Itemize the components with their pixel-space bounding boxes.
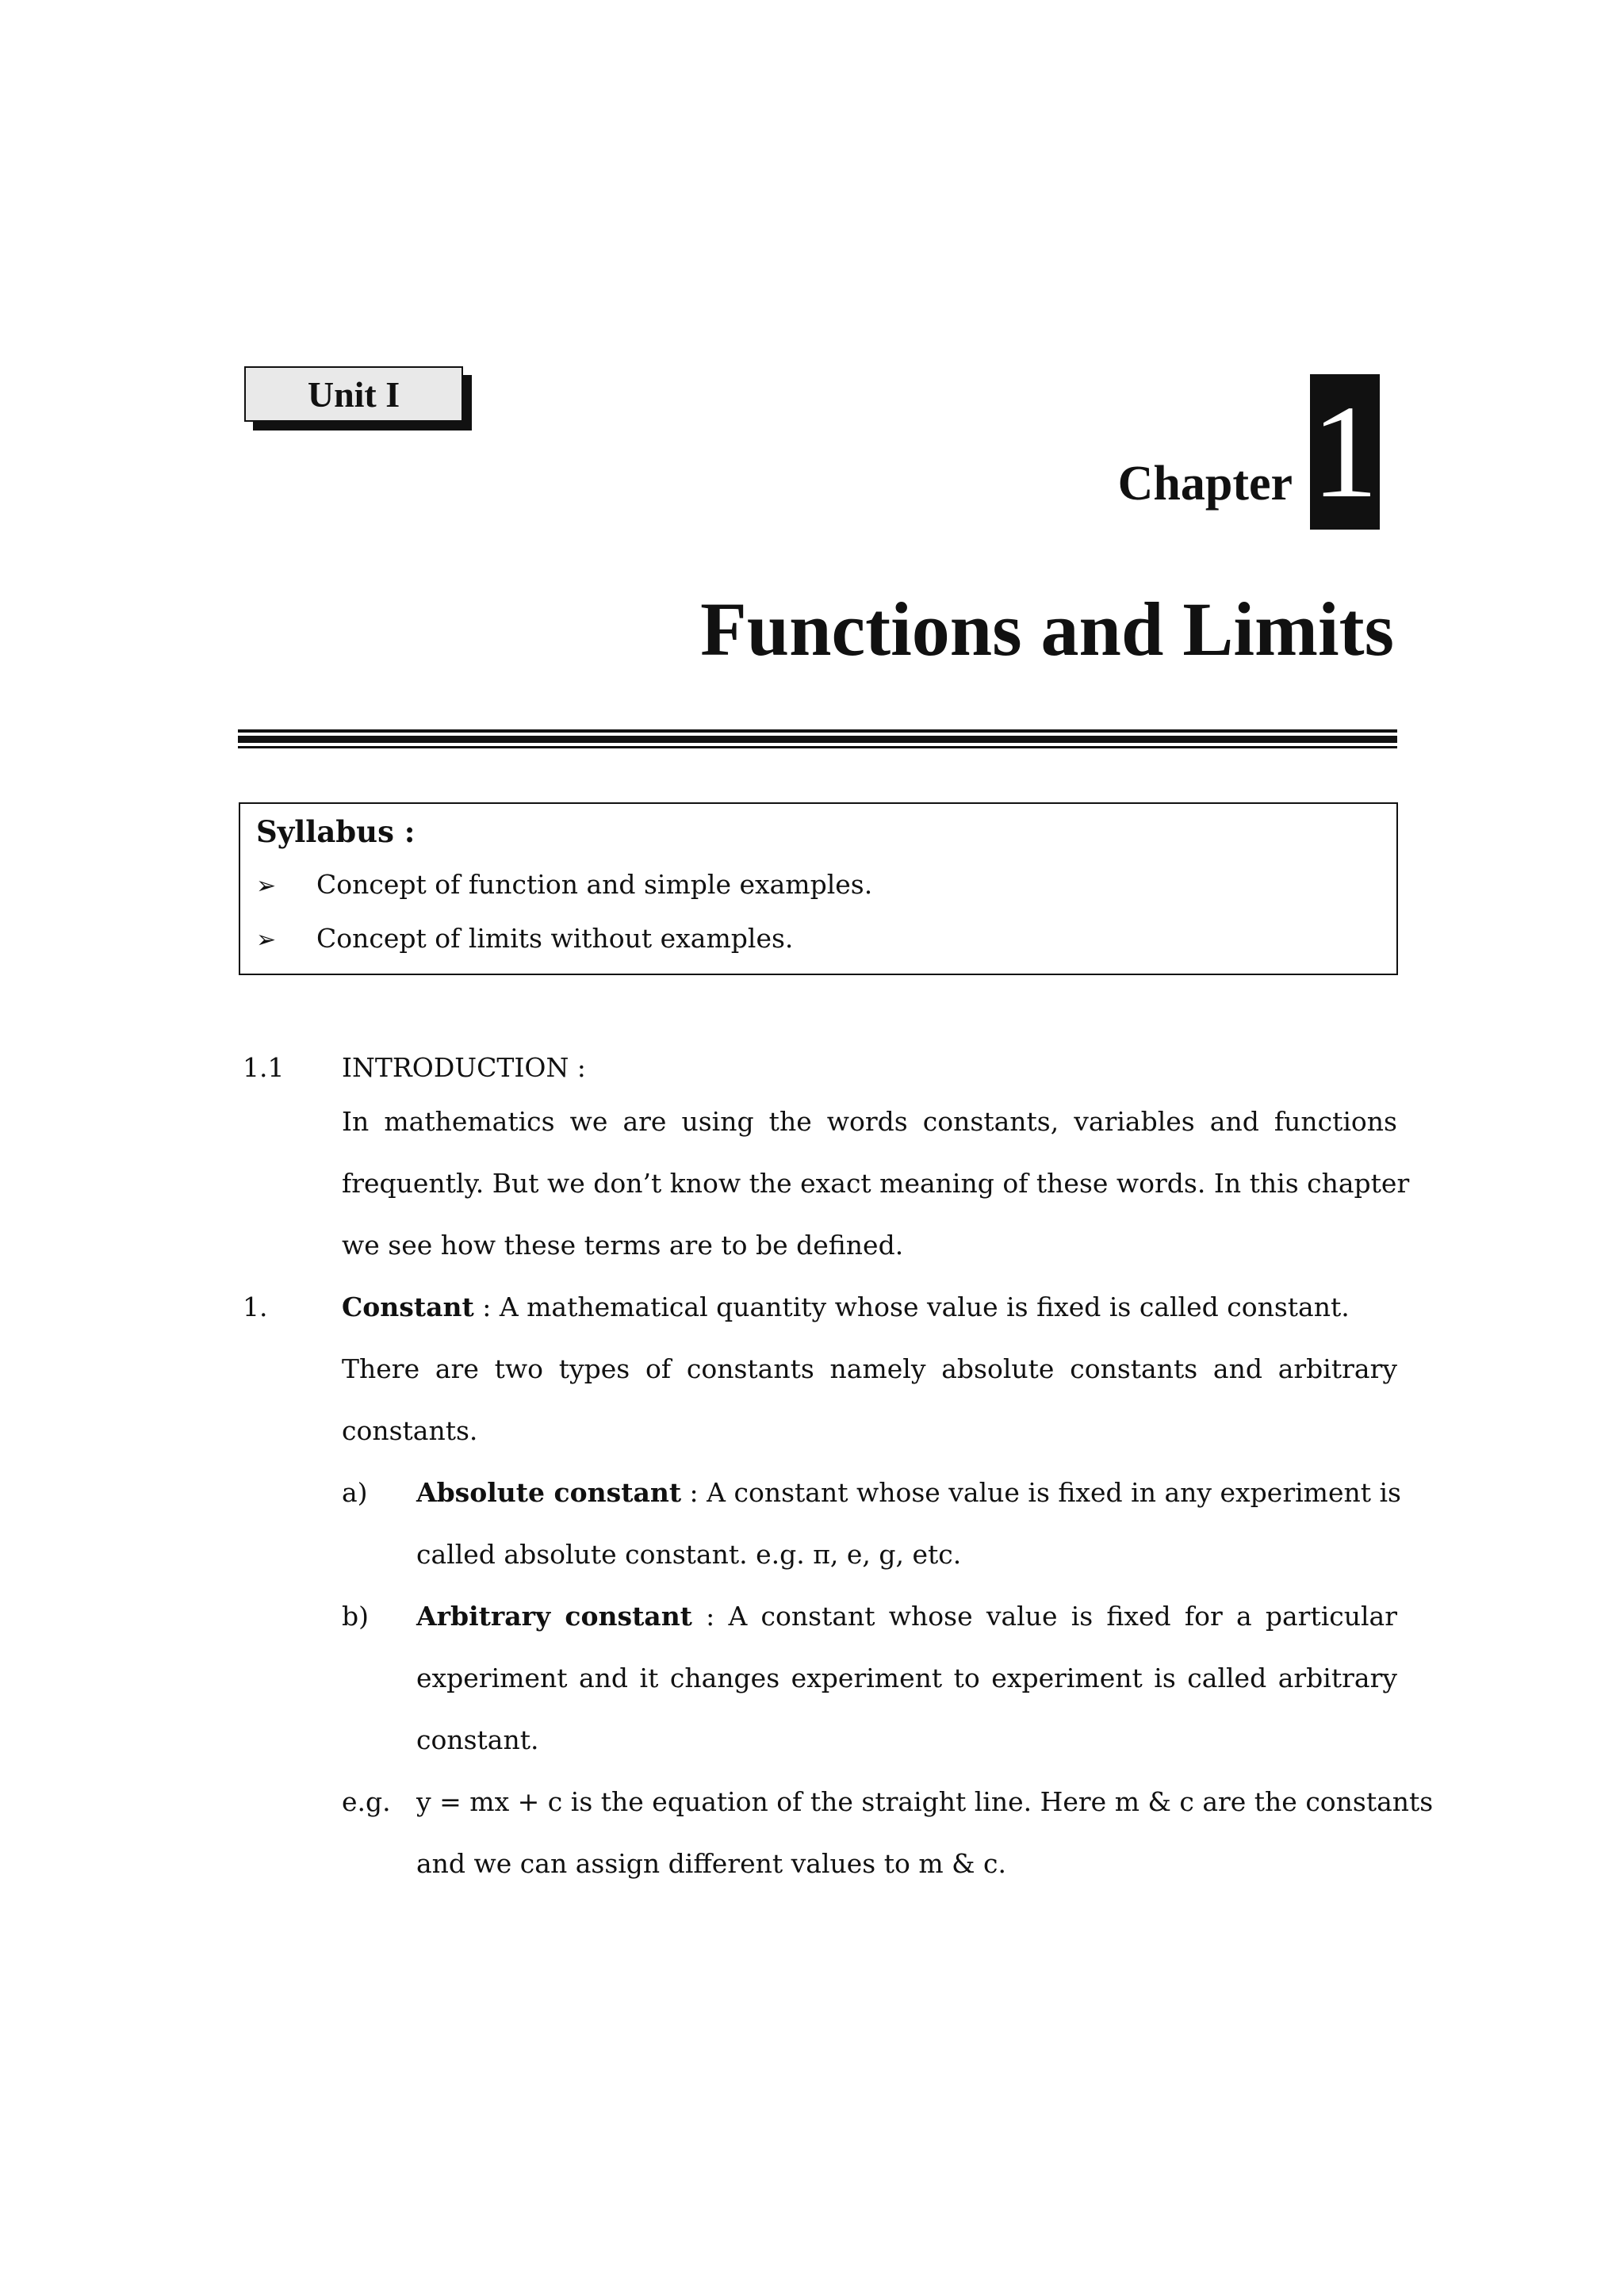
syllabus-box [239, 802, 1398, 975]
section-heading: INTRODUCTION : [342, 1052, 586, 1083]
arbitrary-constant-text: : A constant whose value is fixed for a particular [691, 1601, 1397, 1632]
arbitrary-constant-line: constant. [416, 1724, 539, 1755]
unit-badge [244, 366, 463, 422]
syllabus-item-text: Concept of limits without examples. [316, 923, 794, 954]
intro-line: In mathematics we are using the words constants, variables and functions [342, 1106, 1397, 1137]
intro-line: we see how these terms are to be defined. [342, 1230, 904, 1261]
arrow-bullet-icon: ➢ [256, 872, 277, 900]
syllabus-item [256, 861, 872, 909]
term-arbitrary-constant: Arbitrary constant [416, 1601, 692, 1632]
title-divider-thick [238, 736, 1397, 743]
arbitrary-constant-line [416, 1599, 1397, 1634]
constant-types-line: There are two types of constants namely absolute constants and arbitrary [342, 1353, 1397, 1384]
item-number: 1. [243, 1292, 268, 1322]
arbitrary-constant-line: experiment and it changes experiment to experiment is called arbitrary [416, 1663, 1397, 1693]
constant-types-line: constants. [342, 1415, 478, 1446]
title-divider-bottom [238, 746, 1397, 748]
chapter-label: Chapter [1117, 457, 1293, 511]
arrow-bullet-icon: ➢ [256, 926, 277, 954]
absolute-constant-line: called absolute constant. e.g. π, e, g, etc. [416, 1539, 962, 1570]
sub-item-marker: a) [342, 1477, 368, 1508]
syllabus-item [256, 915, 793, 962]
term-constant: Constant [342, 1292, 474, 1322]
page-title: Functions and Limits [700, 587, 1394, 672]
sub-item-marker: b) [342, 1601, 369, 1632]
chapter-number: 1 [1310, 374, 1380, 530]
constant-definition-text: : A mathematical quantity whose value is fixed is called constant. [473, 1292, 1350, 1322]
example-line: and we can assign different values to m & c. [416, 1848, 1006, 1879]
title-divider-top [238, 729, 1397, 733]
absolute-constant-line [416, 1475, 1401, 1510]
absolute-constant-text: : A constant whose value is fixed in any experiment is [681, 1477, 1401, 1508]
constant-definition [342, 1290, 1350, 1325]
unit-label: Unit I [244, 366, 463, 422]
intro-line: frequently. But we don’t know the exact meaning of these words. In this chapter [342, 1168, 1410, 1199]
syllabus-heading: Syllabus : [256, 814, 416, 849]
example-marker: e.g. [342, 1786, 391, 1817]
example-line: y = mx + c is the equation of the straight line. Here m & c are the constants [416, 1786, 1434, 1817]
term-absolute-constant: Absolute constant [416, 1477, 682, 1508]
section-number: 1.1 [243, 1052, 285, 1083]
syllabus-item-text: Concept of function and simple examples. [316, 869, 873, 900]
